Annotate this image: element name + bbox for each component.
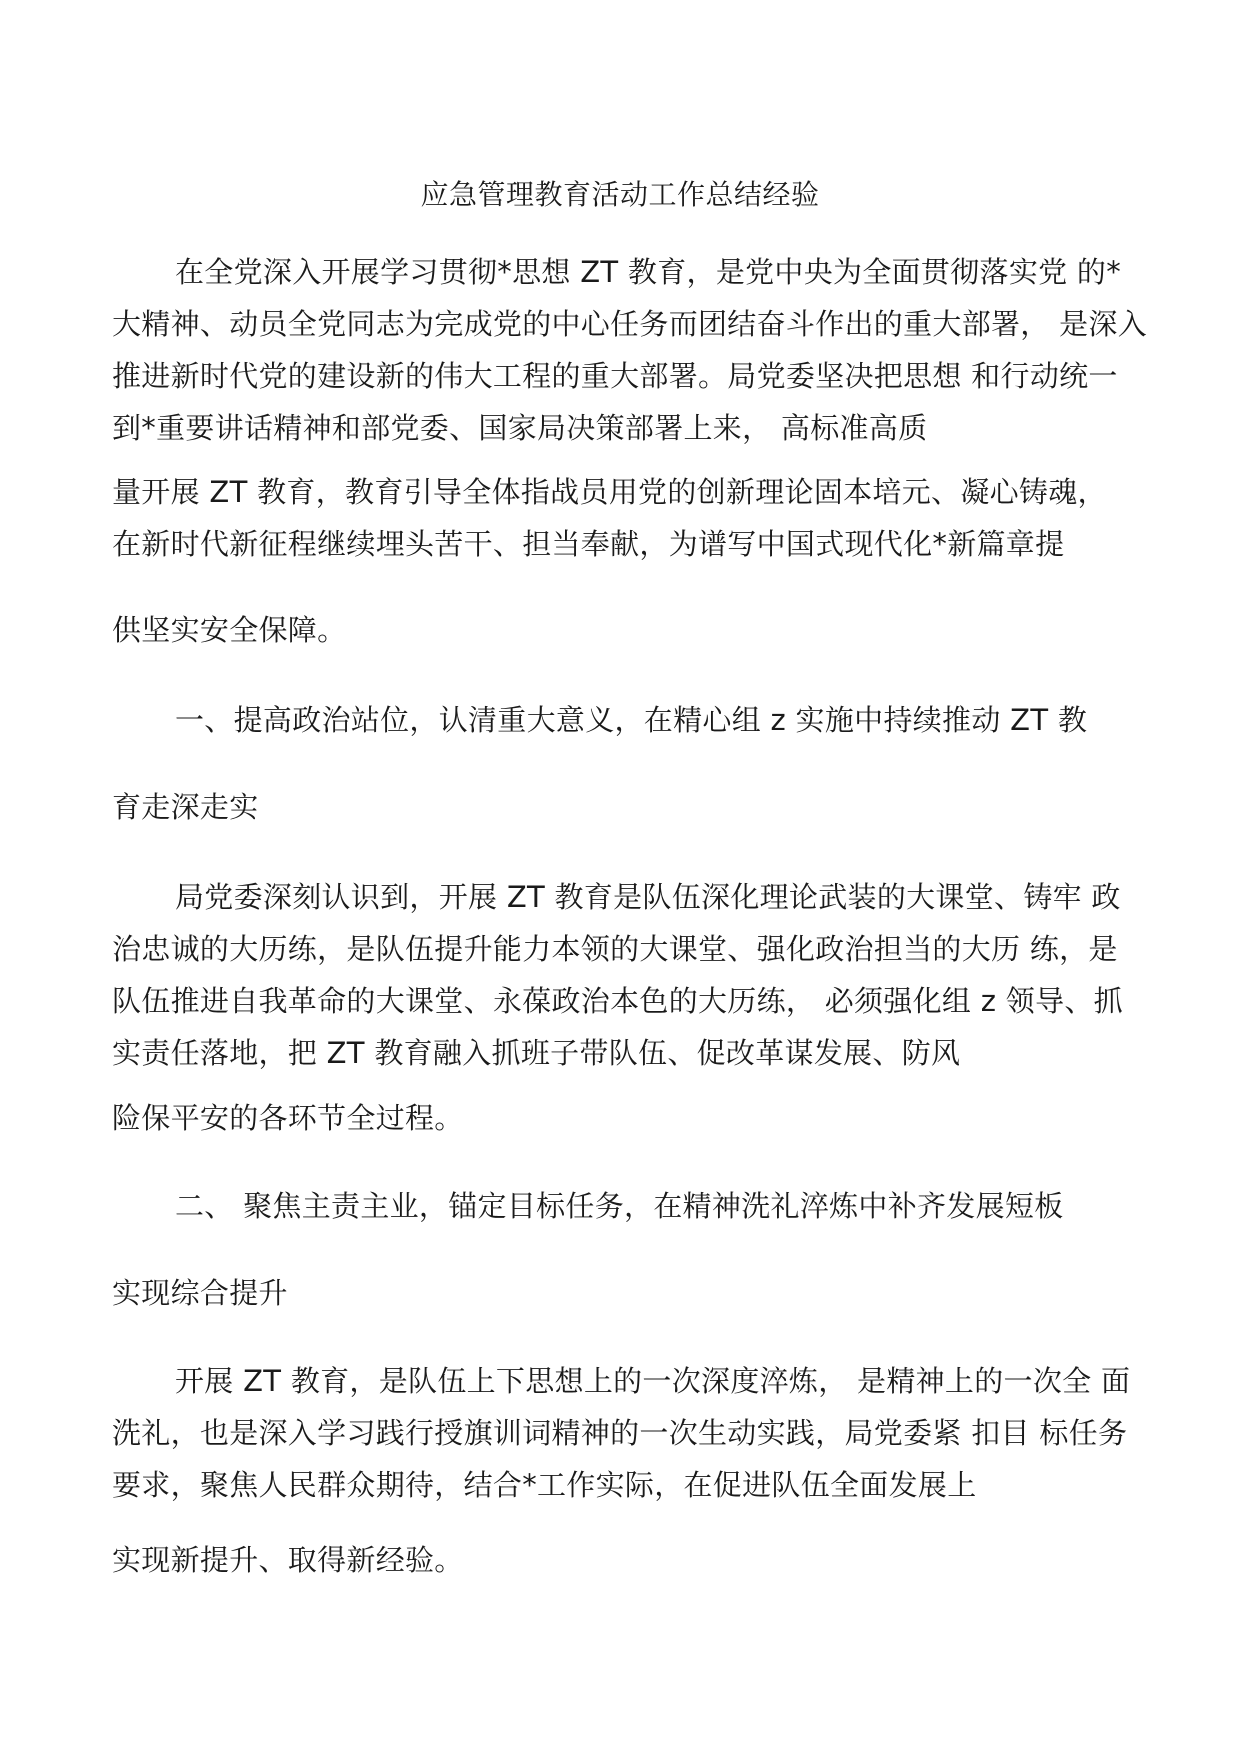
paragraph-line: 治忠诚的大历练，是队伍提升能力本领的大课堂、强化政治担当的大历 练，是: [112, 932, 1118, 966]
paragraph-line: 推进新时代党的建设新的伟大工程的重大部署。局党委坚决把思想 和行动统一: [112, 359, 1118, 393]
paragraph-line: 队伍推进自我革命的大课堂、永葆政治本色的大历练， 必须强化组 z 领导、抓: [112, 984, 1123, 1018]
section-heading-line: 一、提高政治站位，认清重大意义，在精心组 z 实施中持续推动 ZT 教: [175, 703, 1088, 737]
paragraph-line: 实责任落地，把 ZT 教育融入抓班子带队伍、促改革谋发展、防风: [112, 1036, 961, 1070]
document-title: 应急管理教育活动工作总结经验: [420, 178, 820, 211]
section-heading-line: 实现综合提升: [112, 1276, 288, 1310]
paragraph-line: 供坚实安全保障。: [112, 613, 347, 647]
paragraph-line: 局党委深刻认识到，开展 ZT 教育是队伍深化理论武装的大课堂、铸牢 政: [175, 880, 1121, 914]
paragraph-line: 险保平安的各环节全过程。: [112, 1101, 464, 1135]
paragraph-line: 在新时代新征程继续埋头苦干、担当奉献，为谱写中国式现代化*新篇章提: [112, 527, 1065, 561]
paragraph-line: 开展 ZT 教育，是队伍上下思想上的一次深度淬炼， 是精神上的一次全 面: [175, 1364, 1131, 1398]
paragraph-line: 量开展 ZT 教育，教育引导全体指战员用党的创新理论固本培元、凝心铸魂，: [112, 475, 1107, 509]
paragraph-line: 到*重要讲话精神和部党委、国家局决策部署上来， 高标准高质: [112, 411, 928, 445]
section-heading-line: 育走深走实: [112, 790, 259, 824]
paragraph-line: 要求，聚焦人民群众期待，结合*工作实际，在促进队伍全面发展上: [112, 1468, 977, 1502]
paragraph-line: 实现新提升、取得新经验。: [112, 1543, 464, 1577]
paragraph-line: 在全党深入开展学习贯彻*思想 ZT 教育，是党中央为全面贯彻落实党 的*: [175, 255, 1122, 289]
paragraph-line: 大精神、动员全党同志为完成党的中心任务而团结奋斗作出的重大部署， 是深入: [112, 307, 1148, 341]
section-heading-line: 二、 聚焦主责主业，锚定目标任务，在精神洗礼淬炼中补齐发展短板: [175, 1189, 1064, 1223]
paragraph-line: 洗礼，也是深入学习践行授旗训词精神的一次生动实践，局党委紧 扣目 标任务: [112, 1416, 1128, 1450]
